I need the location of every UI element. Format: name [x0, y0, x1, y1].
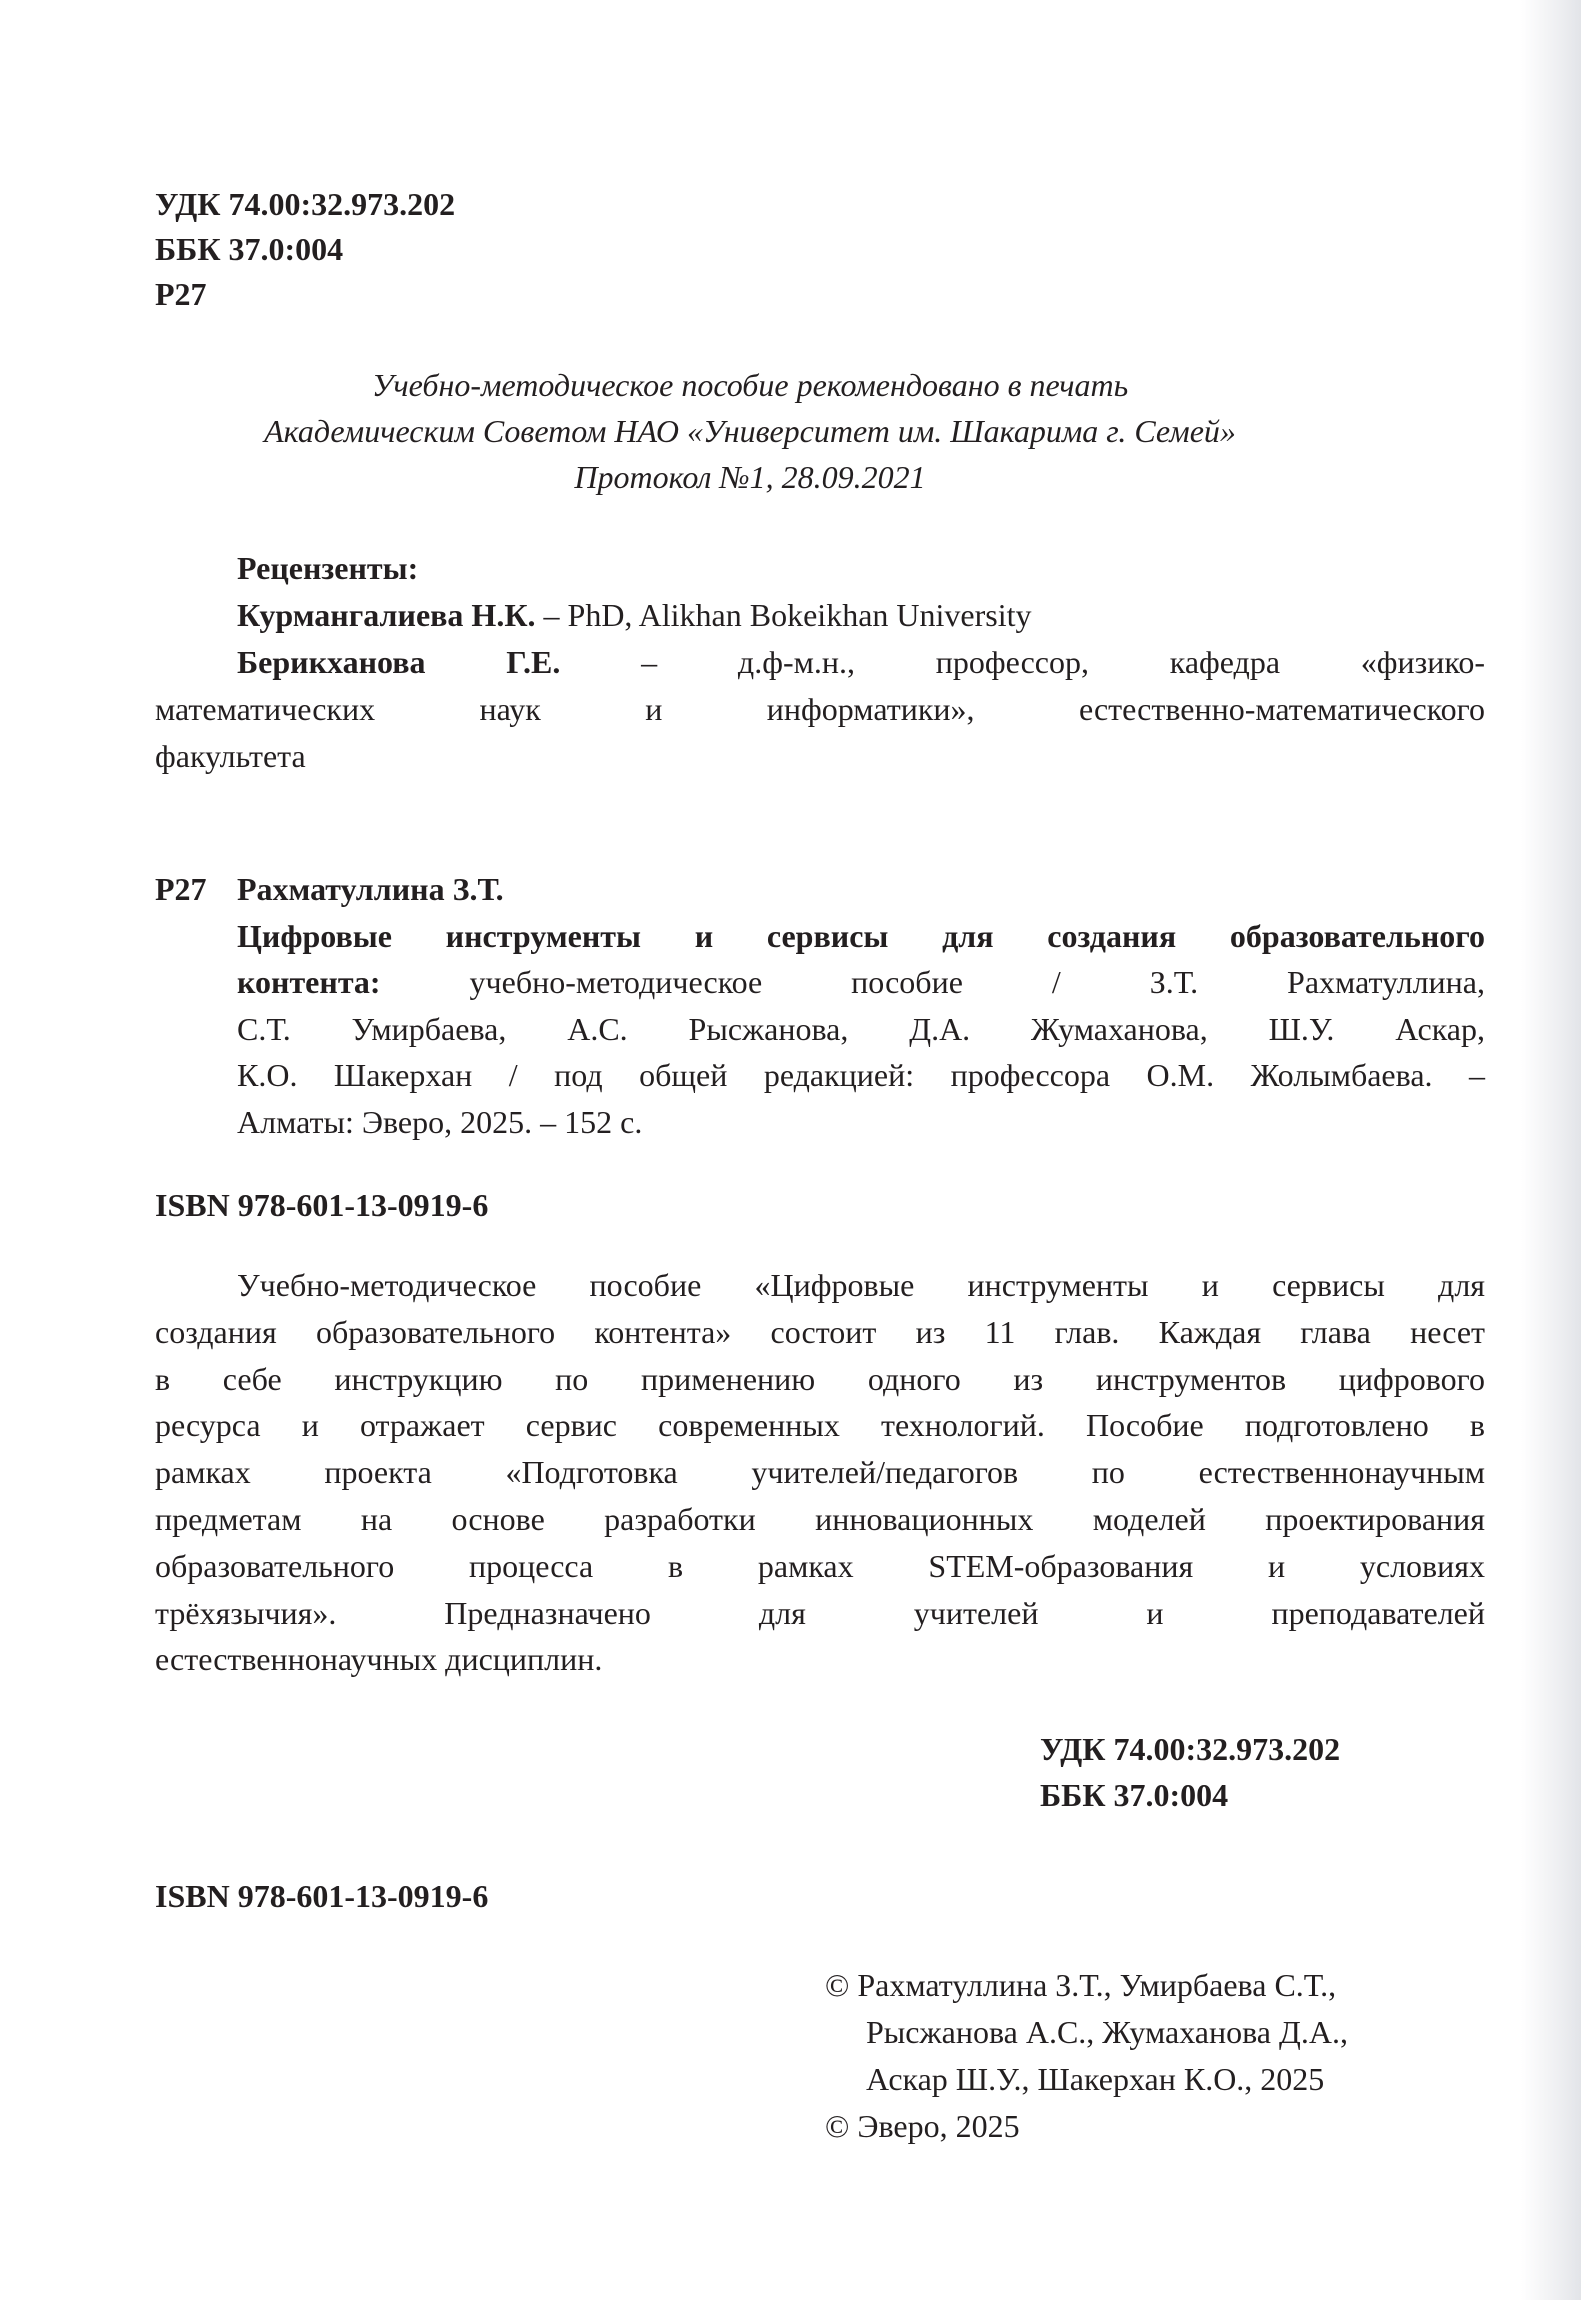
reviewer-name: Курмангалиева Н.К. — [237, 597, 536, 633]
copyright-authors: Рысжанова А.С., Жумаханова Д.А., — [866, 2014, 1348, 2050]
isbn-top: ISBN 978-601-13-0919-6 — [155, 1187, 489, 1223]
bbk-code: ББК 37.0:004 — [155, 231, 344, 267]
bbk-code: ББК 37.0:004 — [1040, 1777, 1229, 1813]
udc-code: УДК 74.00:32.973.202 — [155, 186, 456, 222]
catalog-line — [155, 959, 1485, 1006]
copyright-publisher: © Эверо, 2025 — [825, 2108, 1020, 2144]
abstract-paragraph — [155, 1262, 1485, 1683]
catalog-line: С.Т. Умирбаева, А.С. Рысжанова, Д.А. Жумаханова, Ш.У. Аскар, — [237, 1010, 1485, 1047]
abstract-line: Учебно-методическое пособие «Цифровые инструменты и сервисы для — [237, 1267, 1485, 1303]
abstract-line: рамках проекта «Подготовка учителей/педагогов по естественнонаучным — [155, 1454, 1485, 1491]
copyright-authors: © Рахматуллина З.Т., Умирбаева С.Т., — [825, 1967, 1337, 2003]
catalog-line: Алматы: Эверо, 2025. – 152 с. — [237, 1103, 643, 1140]
reviewers-section — [155, 545, 1485, 780]
reviewer-info: – д.ф-м.н., профессор, кафедра «физико- — [560, 644, 1485, 680]
catalog-mark: Р27 — [155, 871, 207, 907]
abstract-line: образовательного процесса в рамках STEM-образования и условиях — [155, 1547, 1485, 1584]
approval-line: Учебно-методическое пособие рекомендовано в печать — [371, 367, 1129, 403]
abstract-line: в себе инструкцию по применению одного из инструментов цифрового — [155, 1360, 1485, 1397]
abstract-line: ресурса и отражает сервис современных технологий. Пособие подготовлено в — [155, 1407, 1485, 1444]
catalog-title: Цифровые инструменты и сервисы для создания образовательного — [237, 917, 1485, 954]
reviewer-name: Берикханова Г.Е. — [237, 644, 561, 680]
copyright-block — [825, 1962, 1348, 2150]
isbn-bottom: ISBN 978-601-13-0919-6 — [155, 1878, 489, 1914]
catalog-title-end: контента: — [237, 964, 381, 1000]
catalog-entry — [155, 866, 1485, 1145]
reviewer-info-continued: факультета — [155, 738, 306, 774]
author-mark: Р27 — [155, 276, 207, 312]
classification-codes-bottom — [1040, 1726, 1340, 1818]
catalog-author-line — [155, 866, 1485, 913]
classification-codes-top — [155, 182, 455, 317]
catalog-description: учебно-методическое пособие / З.Т. Рахматуллина, — [380, 964, 1485, 1000]
udc-code: УДК 74.00:32.973.202 — [1040, 1731, 1341, 1767]
reviewer-info-continued: математических наук и информатики», естественно-математического — [155, 691, 1485, 727]
approval-note — [150, 362, 1350, 500]
abstract-line: предметам на основе разработки инновационных моделей проектирования — [155, 1500, 1485, 1537]
approval-line: Академическим Советом НАО «Университет им. Шакарима г. Семей» — [264, 413, 1236, 449]
catalog-line: К.О. Шакерхан / под общей редакцией: профессора О.М. Жолымбаева. – — [237, 1057, 1485, 1093]
approval-line: Протокол №1, 28.09.2021 — [574, 459, 926, 495]
abstract-line: трёхязычия». Предназначено для учителей и преподавателей — [155, 1594, 1485, 1631]
reviewer-info: – PhD, Alikhan Bokeikhan University — [535, 597, 1032, 633]
reviewers-heading: Рецензенты: — [237, 550, 419, 586]
reviewer-entry — [155, 592, 1485, 639]
reviewer-entry — [155, 639, 1485, 686]
copyright-authors: Аскар Ш.У., Шакерхан К.О., 2025 — [866, 2061, 1325, 2097]
scanned-page-edge — [1521, 0, 1581, 2300]
catalog-author: Рахматуллина З.Т. — [237, 871, 504, 907]
abstract-line: создания образовательного контента» состоит из 11 глав. Каждая глава несет — [155, 1313, 1485, 1350]
abstract-line: естественнонаучных дисциплин. — [155, 1641, 603, 1678]
